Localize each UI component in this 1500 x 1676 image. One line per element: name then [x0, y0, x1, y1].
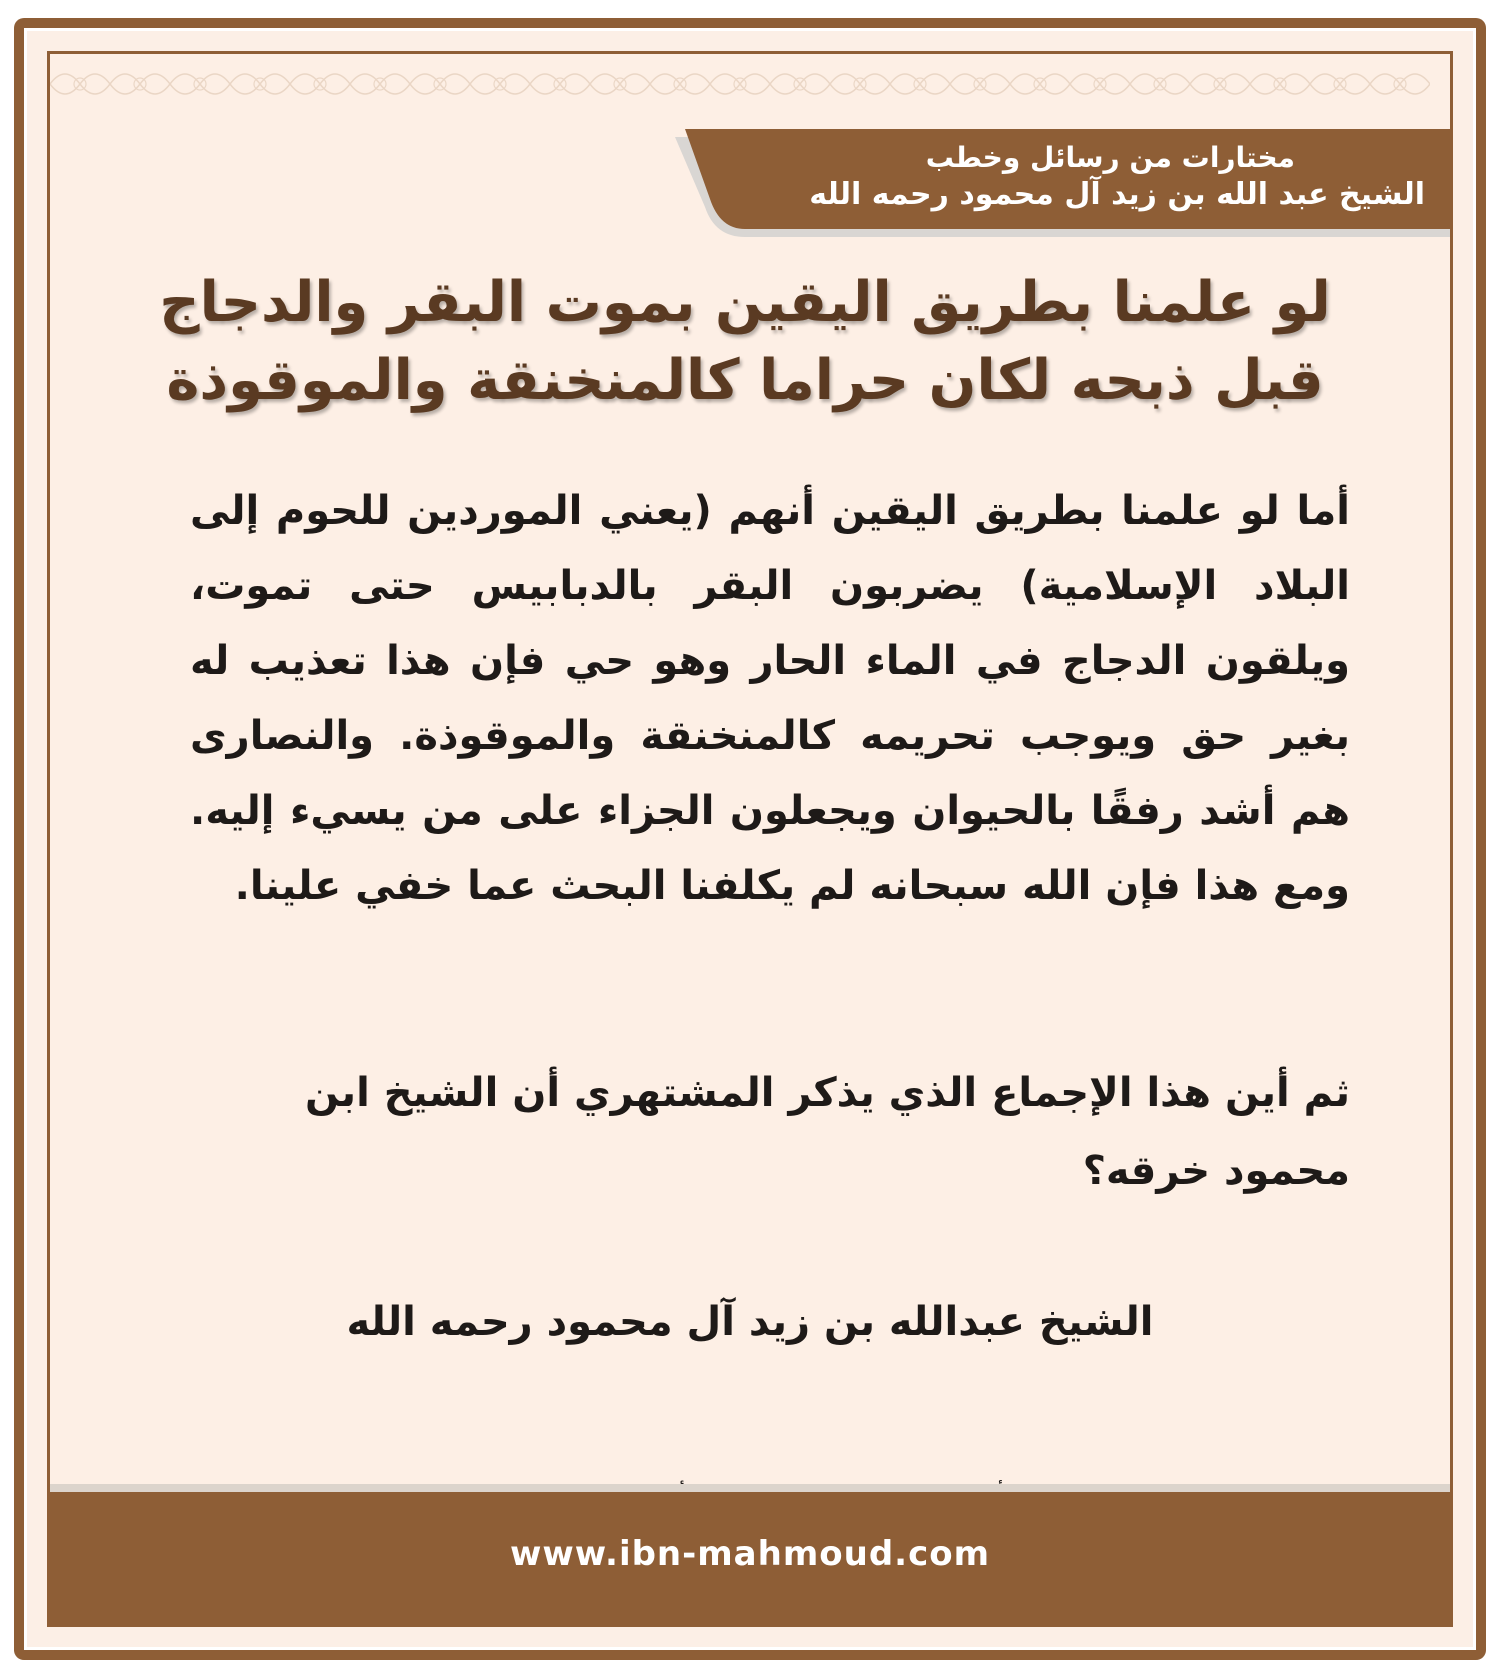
website-link[interactable]: www.ibn-mahmoud.com — [509, 1534, 991, 1574]
title-line-2: قبل ذبحه لكان حراما كالمنخنقة والموقوذة — [166, 348, 1324, 413]
footer-bar — [50, 1484, 1450, 1624]
card-inner-border — [24, 28, 1476, 1650]
content-frame — [47, 51, 1453, 1627]
author-signature: الشيخ عبدالله بن زيد آل محمود رحمه الله — [346, 1299, 1154, 1345]
decorative-pattern — [50, 54, 1430, 114]
header-author: الشيخ عبد الله بن زيد آل محمود رحمه الله — [809, 177, 1425, 212]
body-paragraph-1: أما لو علمنا بطريق اليقين أنهم (يعني الموردين للحوم إلى البلاد الإسلامية) يضربون البقر بالدبابيس حتى تموت، ويلقون الدجاج في الماء الحار وهو حي فإن هذا تعذيب له بغير حق ويوجب تحريمه كالمنخنقة والموقوذة. والنصارى هم أشد رفقًا بالحيوان ويجعلون الجزاء على من يسيء إليه. ومع هذا فإن الله سبحانه لم يكلفنا البحث عما خفي علينا. — [190, 488, 1350, 909]
body-paragraph-2: ثم أين هذا الإجماع الذي يذكر المشتهري أن الشيخ ابن محمود خرقه؟ — [305, 1070, 1350, 1194]
header-text — [705, 129, 1425, 237]
header-banner — [675, 129, 1450, 237]
header-subtitle: مختارات من رسائل وخطب — [925, 141, 1295, 174]
footer-divider — [50, 1484, 1450, 1492]
title-line-1: لو علمنا بطريق اليقين بموت البقر والدجاج — [159, 270, 1331, 335]
card-outer-frame — [14, 18, 1486, 1660]
page-title — [110, 264, 1380, 420]
